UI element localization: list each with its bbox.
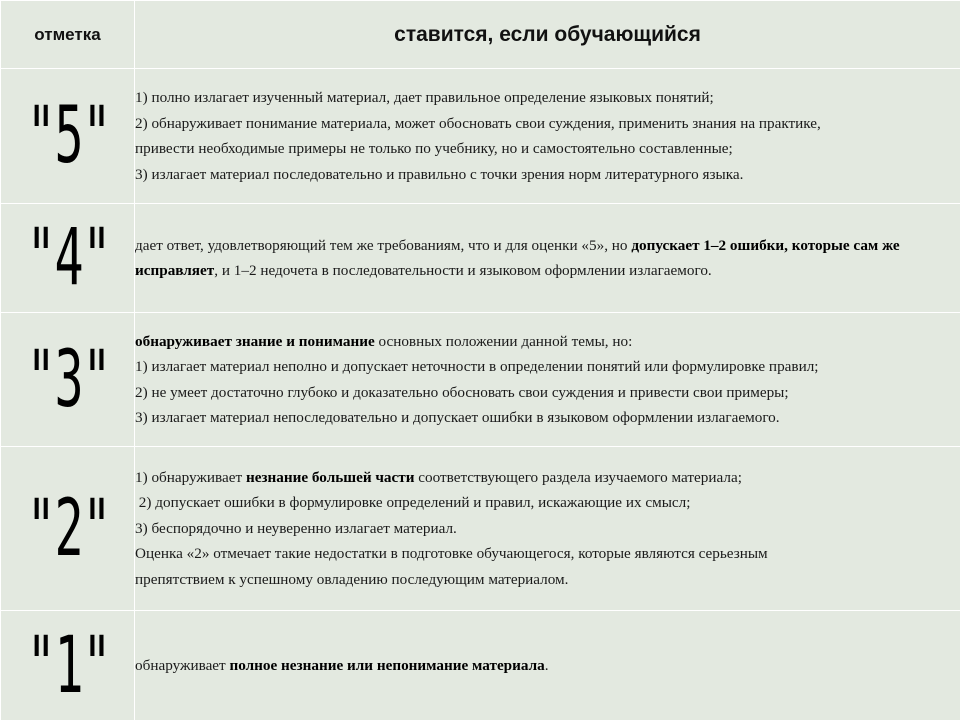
criterion-intro bbox=[135, 329, 960, 355]
criterion-text: соответствующего раздела изучаемого материала; bbox=[414, 468, 742, 486]
description-cell bbox=[135, 204, 960, 313]
table-row-grade-3 bbox=[1, 313, 960, 447]
criterion-emphasis: обнаруживает знание и понимание bbox=[135, 332, 375, 350]
criterion-line: 3) излагает материал последовательно и правильно с точки зрения норм литературного языка. bbox=[135, 165, 744, 183]
table-header-row bbox=[1, 1, 960, 69]
mark-column-header: отметка bbox=[1, 1, 135, 69]
mark-cell bbox=[1, 447, 135, 611]
table-row-grade-1 bbox=[1, 611, 960, 720]
criterion-line: 2) допускает ошибки в формулировке определений и правил, искажающие их смысл; bbox=[135, 494, 691, 512]
criterion-line: Оценка «2» отмечает такие недостатки в подготовке обучающегося, которые являются серьезным bbox=[135, 545, 768, 563]
criterion-line: 1) полно излагает изученный материал, дает правильное определение языковых понятий; bbox=[135, 89, 714, 106]
criterion-line: 2) обнаруживает понимание материала, может обосновать свои суждения, применить знания на практике, bbox=[135, 114, 821, 132]
criterion-line: 3) беспорядочно и неуверенно излагает материал. bbox=[135, 519, 457, 537]
criterion-text: 1) обнаруживает bbox=[135, 468, 246, 486]
description-cell bbox=[135, 313, 960, 447]
criterion-text: дает ответ, удовлетворяющий тем же требованиям, что и для оценки «5», но bbox=[135, 236, 632, 254]
criterion-line: 1) излагает материал неполно и допускает неточности в определении понятий или формулировке правил; bbox=[135, 358, 819, 375]
mark-cell bbox=[1, 611, 135, 720]
grade-mark-1: "1" bbox=[26, 620, 111, 711]
criterion-line: препятствием к успешному овладению последующим материалом. bbox=[135, 570, 569, 588]
description-cell bbox=[135, 447, 960, 611]
description-cell bbox=[135, 611, 960, 720]
mark-cell bbox=[1, 69, 135, 204]
criterion-paragraph bbox=[135, 653, 960, 679]
criterion-text: обнаруживает bbox=[135, 656, 230, 674]
criterion-line bbox=[135, 465, 960, 491]
criterion-text: , и 1–2 недочета в последовательности и языковом оформлении излагаемого. bbox=[214, 262, 712, 279]
criterion-text: основных положении данной темы, но: bbox=[374, 332, 633, 350]
table-row-grade-4 bbox=[1, 204, 960, 313]
table-row-grade-2 bbox=[1, 447, 960, 611]
table-row-grade-5 bbox=[1, 69, 960, 204]
description-cell bbox=[135, 69, 960, 204]
criterion-emphasis: полное незнание или непонимание материала bbox=[229, 656, 545, 674]
grade-mark-4: "4" bbox=[26, 213, 111, 303]
criterion-text: . bbox=[544, 656, 549, 674]
mark-cell bbox=[1, 204, 135, 313]
description-column-header: ставится, если обучающийся bbox=[135, 1, 960, 69]
criterion-line: 3) излагает материал непоследовательно и допускает ошибки в языковом оформлении излагаемого. bbox=[135, 409, 780, 426]
criterion-paragraph bbox=[135, 233, 960, 284]
criterion-emphasis: допускает 1–2 ошибки, которые сам же исправляет bbox=[135, 236, 900, 279]
criterion-emphasis: незнание большей части bbox=[245, 468, 415, 486]
criterion-line: 2) не умеет достаточно глубоко и доказательно обосновать свои суждения и привести свои примеры; bbox=[135, 383, 789, 401]
criterion-line: привести необходимые примеры не только по учебнику, но и самостоятельно составленные; bbox=[135, 140, 733, 157]
grade-mark-2: "2" bbox=[26, 483, 111, 574]
mark-cell bbox=[1, 313, 135, 447]
grade-mark-5: "5" bbox=[26, 91, 111, 181]
grade-mark-3: "3" bbox=[26, 334, 111, 425]
